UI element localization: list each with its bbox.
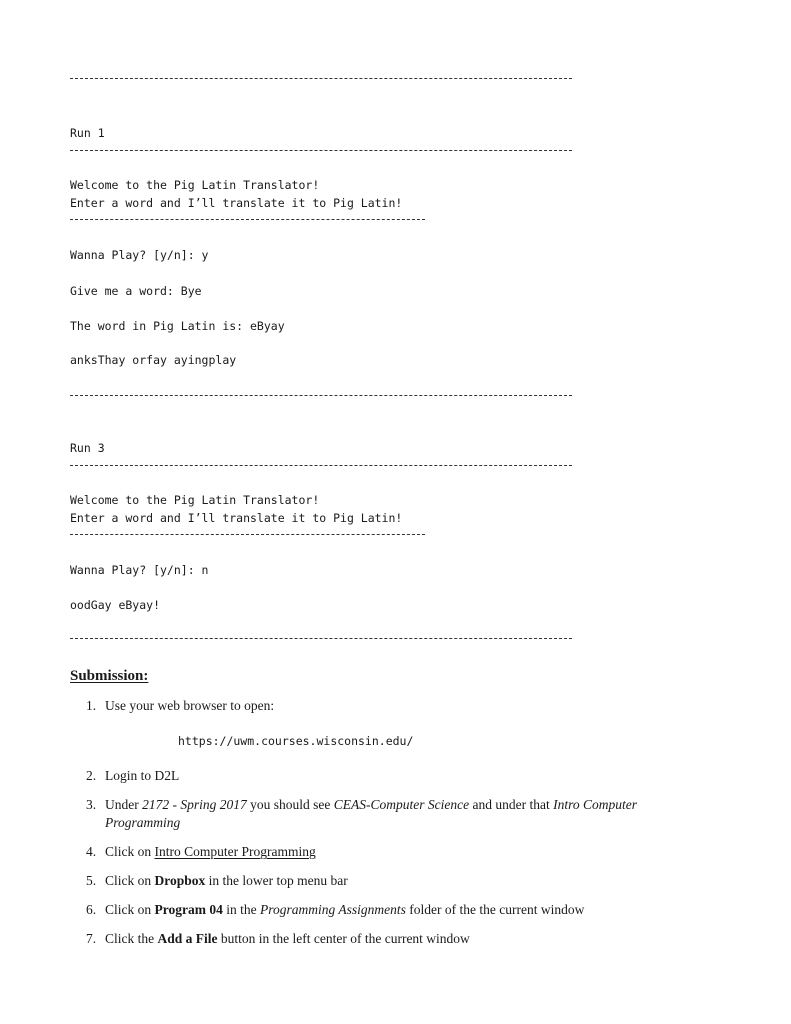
run-1-result: The word in Pig Latin is: eByay xyxy=(70,319,285,333)
run-3-prompt-line: Enter a word and I’ll translate it to Pig Latin! xyxy=(70,511,403,525)
step-7 xyxy=(86,930,736,948)
step-2 xyxy=(86,767,736,785)
step-4 xyxy=(86,843,736,861)
step-6 xyxy=(86,901,736,919)
separator-top xyxy=(70,78,572,79)
step-6-text-c: folder of the the current window xyxy=(405,902,585,917)
course-url[interactable]: https://uwm.courses.wisconsin.edu/ xyxy=(178,734,414,748)
step-7-text-a: Click the xyxy=(105,931,158,946)
step-2-text: Login to D2L xyxy=(105,768,180,783)
run-1-farewell: anksThay orfay ayingplay xyxy=(70,353,237,367)
separator-run-1-short xyxy=(70,219,425,220)
run-1-welcome: Welcome to the Pig Latin Translator! xyxy=(70,178,320,192)
step-6-text-a: Click on xyxy=(105,902,155,917)
step-3-course-b: Programming xyxy=(105,815,181,830)
step-5-dropbox: Dropbox xyxy=(154,873,206,888)
step-3-text-a: Under xyxy=(105,797,143,812)
step-4-number: 4. xyxy=(86,844,97,859)
step-1-text: Use your web browser to open: xyxy=(105,698,275,713)
intro-computer-programming-link[interactable]: Intro Computer Programming xyxy=(154,844,316,859)
separator-run-3-short xyxy=(70,534,425,535)
run-1-play-prompt: Wanna Play? [y/n]: y xyxy=(70,248,209,262)
run-1-prompt-line: Enter a word and I’ll translate it to Pig Latin! xyxy=(70,196,403,210)
step-6-folder: Programming Assignments xyxy=(259,902,406,917)
step-3-course-a: Intro Computer xyxy=(553,797,637,812)
step-1 xyxy=(86,697,736,715)
step-7-add-file: Add a File xyxy=(157,931,218,946)
step-2-number: 2. xyxy=(86,768,97,783)
step-5-text-a: Click on xyxy=(105,873,155,888)
separator-run-3-end xyxy=(70,638,572,639)
step-5-number: 5. xyxy=(86,873,97,888)
run-1-word-prompt: Give me a word: Bye xyxy=(70,284,202,298)
separator-run-3 xyxy=(70,465,572,466)
run-3-welcome: Welcome to the Pig Latin Translator! xyxy=(70,493,320,507)
separator-run-1 xyxy=(70,150,572,151)
step-4-text: Click on xyxy=(105,844,155,859)
step-6-program: Program 04 xyxy=(154,902,223,917)
step-3-department: CEAS-Computer Science xyxy=(333,797,470,812)
step-3-semester: 2172 - Spring 2017 xyxy=(142,797,247,812)
run-3-title: Run 3 xyxy=(70,441,105,455)
run-3-play-prompt: Wanna Play? [y/n]: n xyxy=(70,563,209,577)
separator-run-1-end xyxy=(70,395,572,396)
step-5-text-b: in the lower top menu bar xyxy=(205,873,348,888)
step-7-number: 7. xyxy=(86,931,97,946)
step-6-number: 6. xyxy=(86,902,97,917)
submission-heading: Submission: xyxy=(70,668,149,684)
step-3-text-b: you should see xyxy=(246,797,334,812)
step-6-text-b: in the xyxy=(222,902,260,917)
step-3-number: 3. xyxy=(86,797,97,812)
step-5 xyxy=(86,872,736,890)
step-1-number: 1. xyxy=(86,698,97,713)
step-3 xyxy=(86,796,736,832)
run-1-title: Run 1 xyxy=(70,126,105,140)
step-7-text-b: button in the left center of the current window xyxy=(217,931,470,946)
run-3-farewell: oodGay eByay! xyxy=(70,598,161,612)
step-3-text-c: and under that xyxy=(469,797,554,812)
